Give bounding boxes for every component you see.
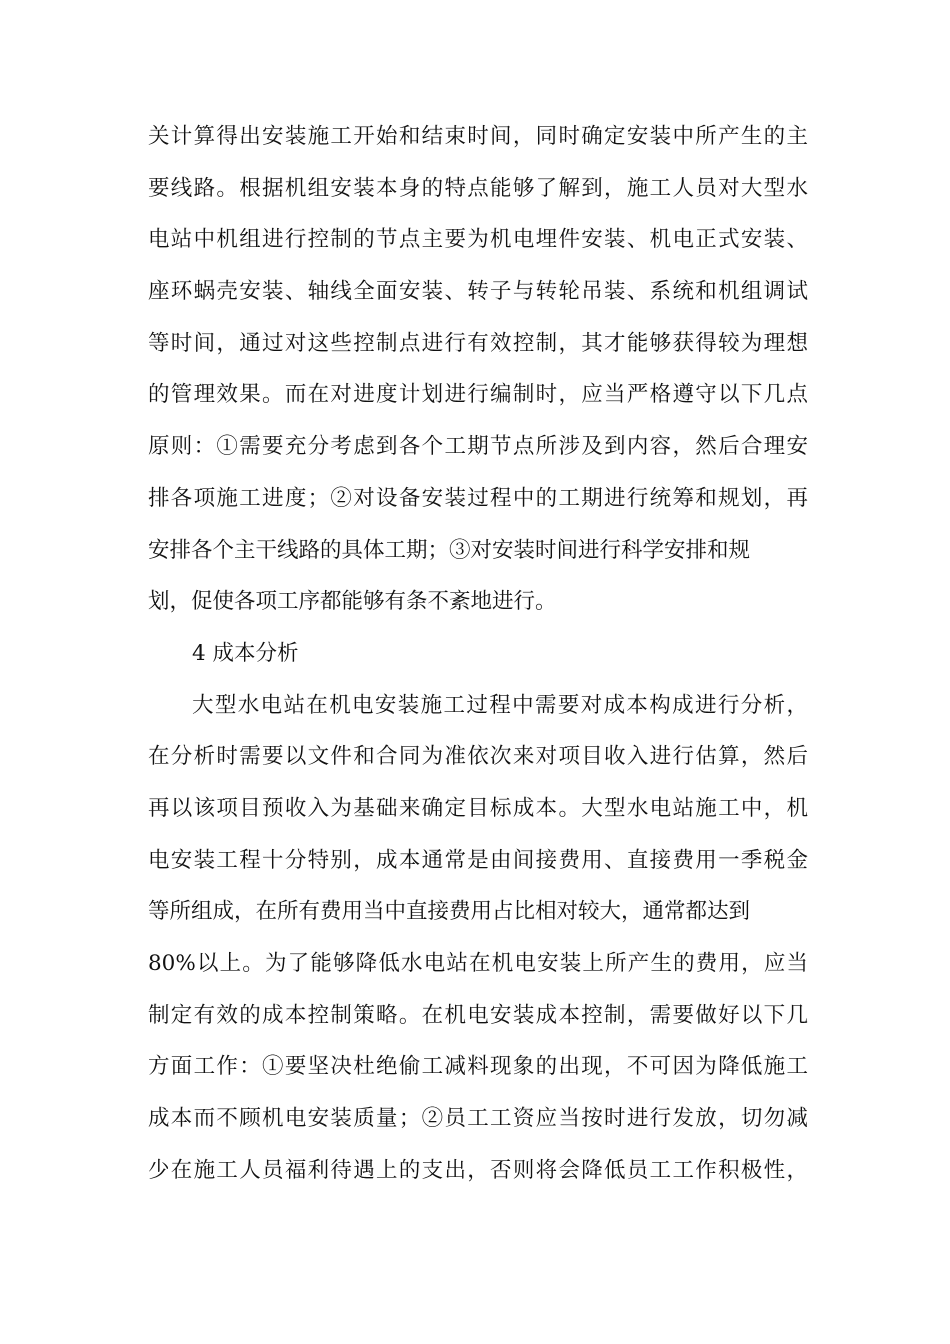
body-line: 的管理效果。而在对进度计划进行编制时，应当严格遵守以下几点: [148, 382, 808, 408]
section-heading: 4 成本分析: [192, 640, 299, 666]
body-line: 方面工作：①要坚决杜绝偷工减料现象的出现，不可因为降低施工: [148, 1054, 808, 1080]
body-line: 大型水电站在机电安装施工过程中需要对成本构成进行分析，: [192, 692, 808, 718]
body-line: 等时间，通过对这些控制点进行有效控制，其才能够获得较为理想: [148, 330, 808, 356]
body-line: 等所组成，在所有费用当中直接费用占比相对较大，通常都达到: [148, 899, 751, 925]
body-line: 划，促使各项工序都能够有条不紊地进行。: [148, 589, 557, 615]
body-line: 电站中机组进行控制的节点主要为机电埋件安装、机电正式安装、: [148, 227, 808, 253]
body-line: 关计算得出安装施工开始和结束时间，同时确定安装中所产生的主: [148, 124, 808, 149]
body-line: 座环蜗壳安装、轴线全面安装、转子与转轮吊装、系统和机组调试: [148, 279, 808, 305]
body-line: 成本而不顾机电安装质量；②员工工资应当按时进行发放，切勿减: [148, 1106, 808, 1132]
body-line: 再以该项目预收入为基础来确定目标成本。大型水电站施工中，机: [148, 795, 808, 821]
body-line: 排各项施工进度；②对设备安装过程中的工期进行统筹和规划，再: [148, 485, 808, 511]
body-line: 80%以上。为了能够降低水电站在机电安装上所产生的费用，应当: [148, 951, 808, 976]
body-line: 原则：①需要充分考虑到各个工期节点所涉及到内容，然后合理安: [148, 434, 808, 460]
body-line: 要线路。根据机组安装本身的特点能够了解到，施工人员对大型水: [148, 175, 808, 201]
body-line: 制定有效的成本控制策略。在机电安装成本控制，需要做好以下几: [148, 1002, 808, 1028]
body-line: 在分析时需要以文件和合同为准依次来对项目收入进行估算，然后: [148, 744, 808, 770]
body-line: 少在施工人员福利待遇上的支出，否则将会降低员工工作积极性，: [148, 1157, 808, 1183]
body-line: 电安装工程十分特别，成本通常是由间接费用、直接费用一季税金: [148, 847, 808, 873]
body-line: 安排各个主干线路的具体工期；③对安装时间进行科学安排和规: [148, 537, 751, 563]
document-body: [148, 111, 808, 1196]
